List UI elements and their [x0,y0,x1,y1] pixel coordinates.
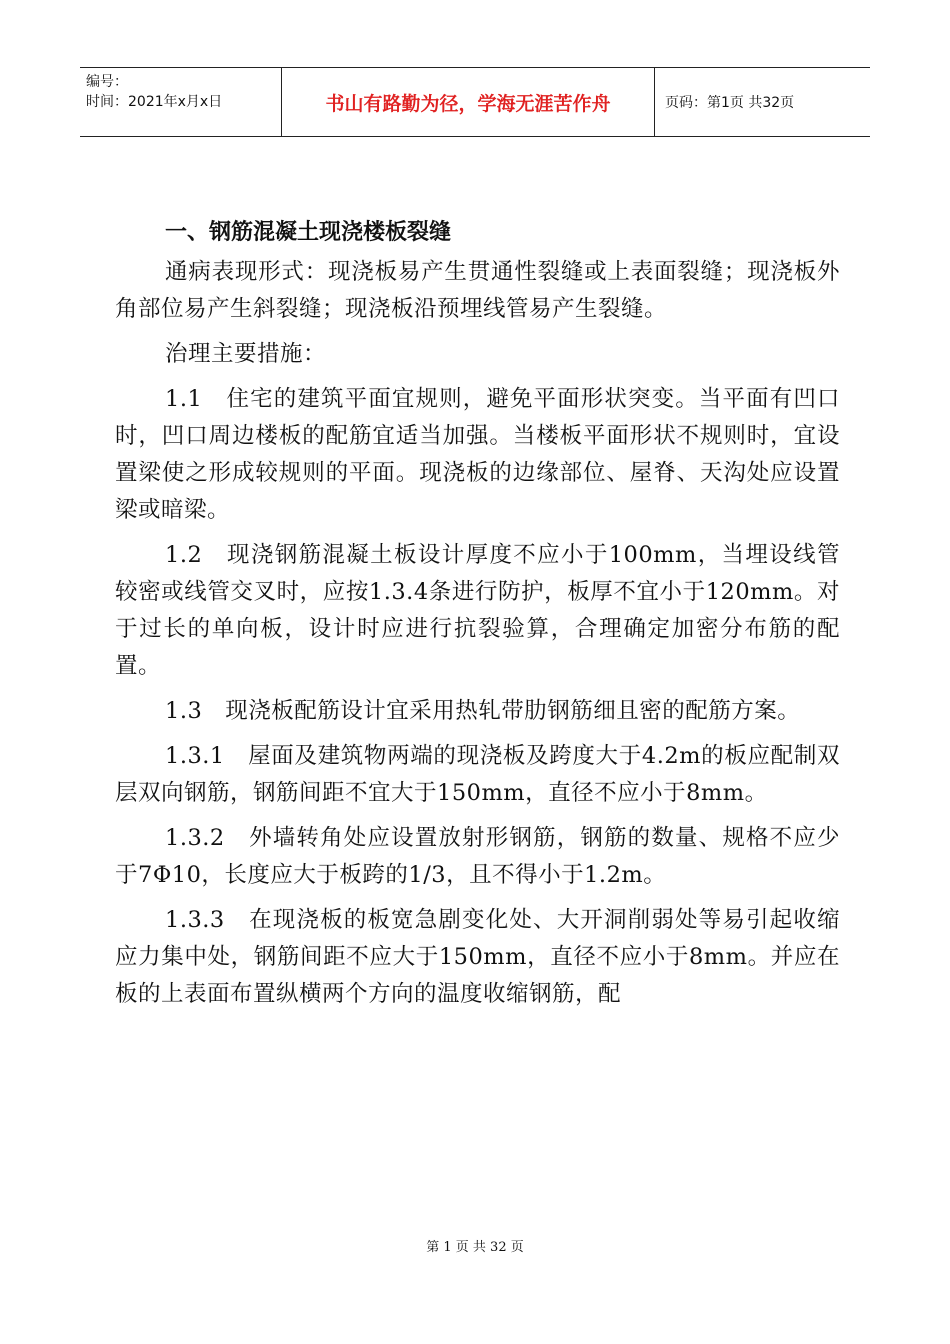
page-header [80,67,870,137]
paragraph-1-2: 1.2 现浇钢筋混凝土板设计厚度不应小于100mm，当埋设线管较密或线管交叉时，应按1.3.4条进行防护，板厚不宜小于120mm。对于过长的单向板，设计时应进行抗裂验算，合理确定加密分布筋的配置。 [115,542,840,679]
document-body [115,208,840,1021]
section-title: 一、钢筋混凝土现浇楼板裂缝 [165,220,452,245]
paragraph-1-3-3: 1.3.3 在现浇板的板宽急剧变化处、大开洞削弱处等易引起收缩应力集中处，钢筋间距不应大于150mm，直径不应小于8mm。并应在板的上表面布置纵横两个方向的温度收缩钢筋，配 [115,907,840,1007]
paragraph-1-3: 1.3 现浇板配筋设计宜采用热轧带肋钢筋细且密的配筋方案。 [165,698,801,724]
header-motto: 书山有路勤为径，学海无涯苦作舟 [325,92,611,115]
paragraph-1-3-2: 1.3.2 外墙转角处应设置放射形钢筋，钢筋的数量、规格不应少于7Φ10，长度应大于板跨的1/3，且不得小于1.2m。 [115,825,840,888]
header-motto-cell [282,68,655,136]
header-page-info: 页码：第1页 共32页 [665,95,795,111]
paragraph-1-1: 1.1 住宅的建筑平面宜规则，避免平面形状突变。当平面有凹口时，凹口周边楼板的配筋宜适当加强。当楼板平面形状不规则时，宜设置梁使之形成较规则的平面。现浇板的边缘部位、屋脊、天沟处应设置梁或暗梁。 [115,386,840,523]
header-meta-cell [80,68,282,136]
paragraph-symptoms: 通病表现形式：现浇板易产生贯通性裂缝或上表面裂缝；现浇板外角部位易产生斜裂缝；现浇板沿预埋线管易产生裂缝。 [115,259,840,322]
document-time-label: 时间：2021年x月x日 [86,94,223,110]
paragraph-measures-heading: 治理主要措施： [165,341,327,367]
document-number-label: 编号： [86,74,128,90]
page-footer: 第 1 页 共 32 页 [426,1240,524,1255]
header-page-cell [655,68,870,136]
paragraph-1-3-1: 1.3.1 屋面及建筑物两端的现浇板及跨度大于4.2m的板应配制双层双向钢筋，钢筋间距不宜大于150mm，直径不应小于8mm。 [115,743,840,806]
